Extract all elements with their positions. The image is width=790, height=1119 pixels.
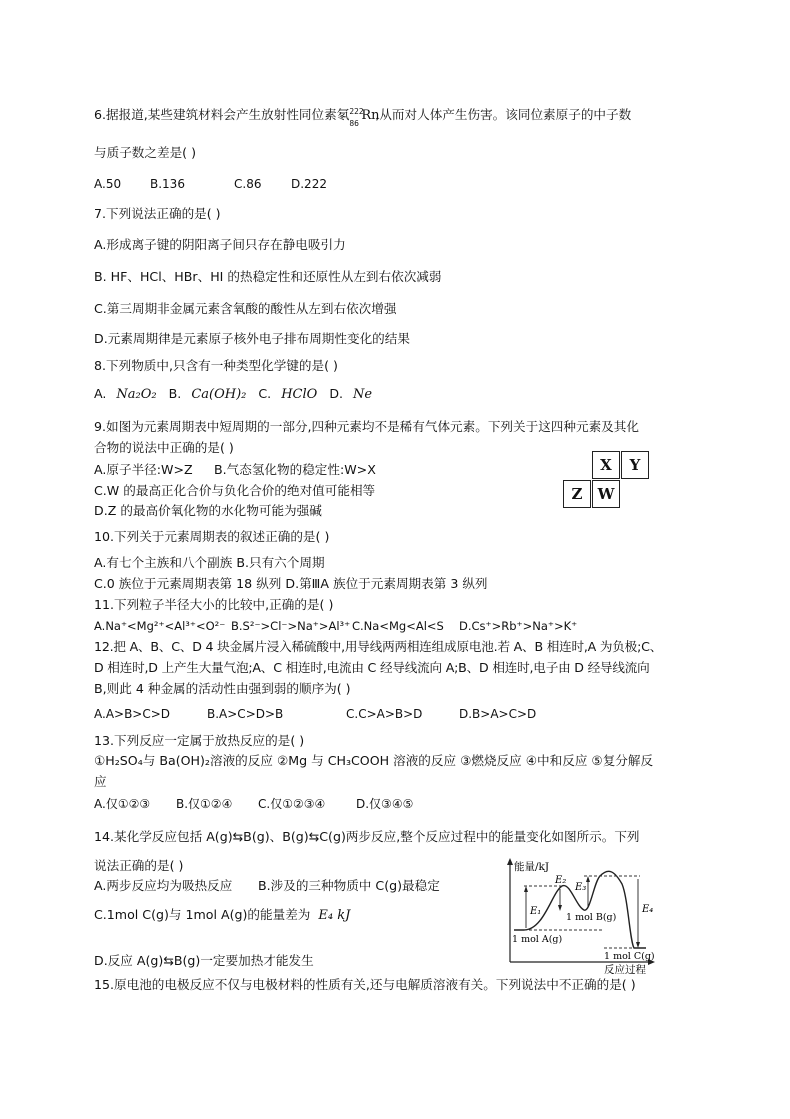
q8-option-a-formula: Na₂O₂: [116, 387, 157, 402]
q6-option-c: C.86: [234, 177, 262, 191]
e3-arrowhead: [586, 876, 590, 882]
q13-line2: 应: [94, 774, 107, 789]
q13-line1: ①H₂SO₄与 Ba(OH)₂溶液的反应 ②Mg 与 CH₃COOH 溶液的反应 ③燃烧反应 ④中和反应 ⑤复分解反: [94, 753, 654, 768]
q14-option-c-text: C.1mol C(g)与 1mol A(g)的能量差为: [94, 907, 311, 922]
e2-arrowhead: [558, 905, 562, 911]
q9-option-b: B.气态氢化物的稳定性:W>X: [214, 462, 376, 477]
e1-arrowhead: [524, 886, 528, 892]
q13-option-c: C.仅①②③④: [258, 797, 326, 811]
q7-option-d: D.元素周期律是元素原子核外电子排布周期性变化的结果: [94, 331, 410, 346]
label-c: 1 mol C(g): [604, 951, 655, 962]
q15-stem: 15.原电池的电极反应不仅与电极材料的性质有关,还与电解质溶液有关。下列说法中不正确的是( ): [94, 977, 636, 992]
isotope-z: 86: [349, 118, 359, 128]
e3-label: E₃: [575, 882, 587, 893]
e4-arrowhead: [636, 942, 640, 948]
q12-option-a: A.A>B>C>D: [94, 707, 171, 721]
q11-option-a: A.Na⁺<Mg²⁺<Al³⁺<O²⁻: [94, 619, 226, 633]
label-a: 1 mol A(g): [512, 934, 563, 945]
q6-line1-b: ,从而对人体产生伤害。该同位素原子的中子数: [375, 107, 632, 122]
q12-line2: D 相连时,D 上产生大量气泡;A、C 相连时,电流由 C 经导线流向 A;B、D 相连时,电子由 D 经导线流向: [94, 660, 650, 675]
q8-option-c-formula: HClO: [281, 387, 318, 402]
q10-options-cd: C.0 族位于元素周期表第 18 纵列 D.第ⅢA 族位于元素周期表第 3 纵列: [94, 576, 488, 591]
q12-line1: 12.把 A、B、C、D 4 块金属片浸入稀硫酸中,用导线两两相连组成原电池.若 A、B 相连时,A 为负极;C、: [94, 639, 663, 654]
q14-line1: 14.某化学反应包括 A(g)⇆B(g)、B(g)⇆C(g)两步反应,整个反应过程中的能量变化如图所示。下列: [94, 829, 640, 844]
q8-option-b-formula: Ca(OH)₂: [191, 387, 247, 402]
q11-option-d: D.Cs⁺>Rb⁺>Na⁺>K⁺: [459, 619, 578, 633]
cell-y: Y: [621, 451, 649, 479]
q9-option-d: D.Z 的最高价氧化物的水化物可能为强碱: [94, 503, 322, 518]
q14-line2: 说法正确的是( ): [94, 858, 184, 873]
q7-stem: 7.下列说法正确的是( ): [94, 206, 221, 221]
cell-z: Z: [563, 480, 591, 508]
q7-option-a: A.形成离子键的阴阳离子间只存在静电吸引力: [94, 237, 346, 252]
q12-option-c: C.C>A>B>D: [346, 707, 423, 721]
q9-line2: 合物的说法中正确的是( ): [94, 440, 234, 455]
q6-option-b: B.136: [150, 177, 185, 191]
q6-line1: [94, 106, 632, 128]
q14-option-a: A.两步反应均为吸热反应: [94, 878, 233, 893]
q12-line3: B,则此 4 种金属的活动性由强到弱的顺序为( ): [94, 681, 351, 696]
q8-options: [94, 386, 372, 403]
q13-option-d: D.仅③④⑤: [356, 797, 414, 811]
e4-label: E₄: [642, 904, 654, 915]
q8-option-d-formula: Ne: [353, 387, 373, 402]
q12-option-b: B.A>C>D>B: [207, 707, 284, 721]
q7-option-b: B. HF、HCl、HBr、HI 的热稳定性和还原性从左到右依次减弱: [94, 269, 442, 284]
label-b: 1 mol B(g): [566, 912, 617, 923]
q14-option-c: [94, 907, 350, 924]
q10-options-ab: A.有七个主族和八个副族 B.只有六个周期: [94, 555, 325, 570]
q8-option-d-label: D.: [329, 386, 344, 401]
q13-stem: 13.下列反应一定属于放热反应的是( ): [94, 733, 305, 748]
y-axis-label: 能量/kJ: [514, 861, 550, 873]
y-axis-arrow: [507, 858, 513, 865]
q12-option-d: D.B>A>C>D: [459, 707, 537, 721]
isotope-mass: 222: [349, 106, 364, 116]
q6-option-d: D.222: [291, 177, 327, 191]
q14-option-c-math: E₄ kJ: [318, 908, 351, 923]
q14-option-b: B.涉及的三种物质中 C(g)最稳定: [258, 878, 440, 893]
cell-x: X: [592, 451, 620, 479]
isotope-symbol: Rn: [361, 107, 380, 123]
q11-stem: 11.下列粒子半径大小的比较中,正确的是( ): [94, 597, 334, 612]
q8-option-a-label: A.: [94, 386, 107, 401]
q11-option-b: B.S²⁻>Cl⁻>Na⁺>Al³⁺: [231, 619, 351, 633]
e1-label: E₁: [530, 906, 542, 917]
q6-line1-a: 6.据报道,某些建筑材料会产生放射性同位素氡: [94, 107, 350, 122]
q9-option-a: A.原子半径:W>Z: [94, 462, 193, 477]
q9-line1: 9.如图为元素周期表中短周期的一部分,四种元素均不是稀有气体元素。下列关于这四种元素及其化: [94, 419, 639, 434]
x-axis-label: 反应过程: [604, 964, 646, 974]
q8-stem: 8.下列物质中,只含有一种类型化学键的是( ): [94, 358, 338, 373]
q7-option-c: C.第三周期非金属元素含氧酸的酸性从左到右依次增强: [94, 301, 397, 316]
q11-option-c: C.Na<Mg<Al<S: [352, 619, 444, 633]
q8-option-b-label: B.: [168, 386, 182, 401]
q6-option-a: A.50: [94, 177, 122, 191]
q10-stem: 10.下列关于元素周期表的叙述正确的是( ): [94, 529, 330, 544]
q6-line2: 与质子数之差是( ): [94, 145, 196, 160]
q8-option-c-label: C.: [258, 386, 272, 401]
q13-option-b: B.仅①②④: [176, 797, 233, 811]
q13-option-a: A.仅①②③: [94, 797, 151, 811]
e2-label: E₂: [555, 875, 567, 886]
isotope-notation: [349, 106, 380, 128]
cell-w: W: [592, 480, 620, 508]
q9-option-c: C.W 的最高正化合价与负化合价的绝对值可能相等: [94, 483, 376, 498]
q14-option-d: D.反应 A(g)⇆B(g)一定要加热才能发生: [94, 953, 314, 968]
energy-diagram: [500, 856, 670, 974]
